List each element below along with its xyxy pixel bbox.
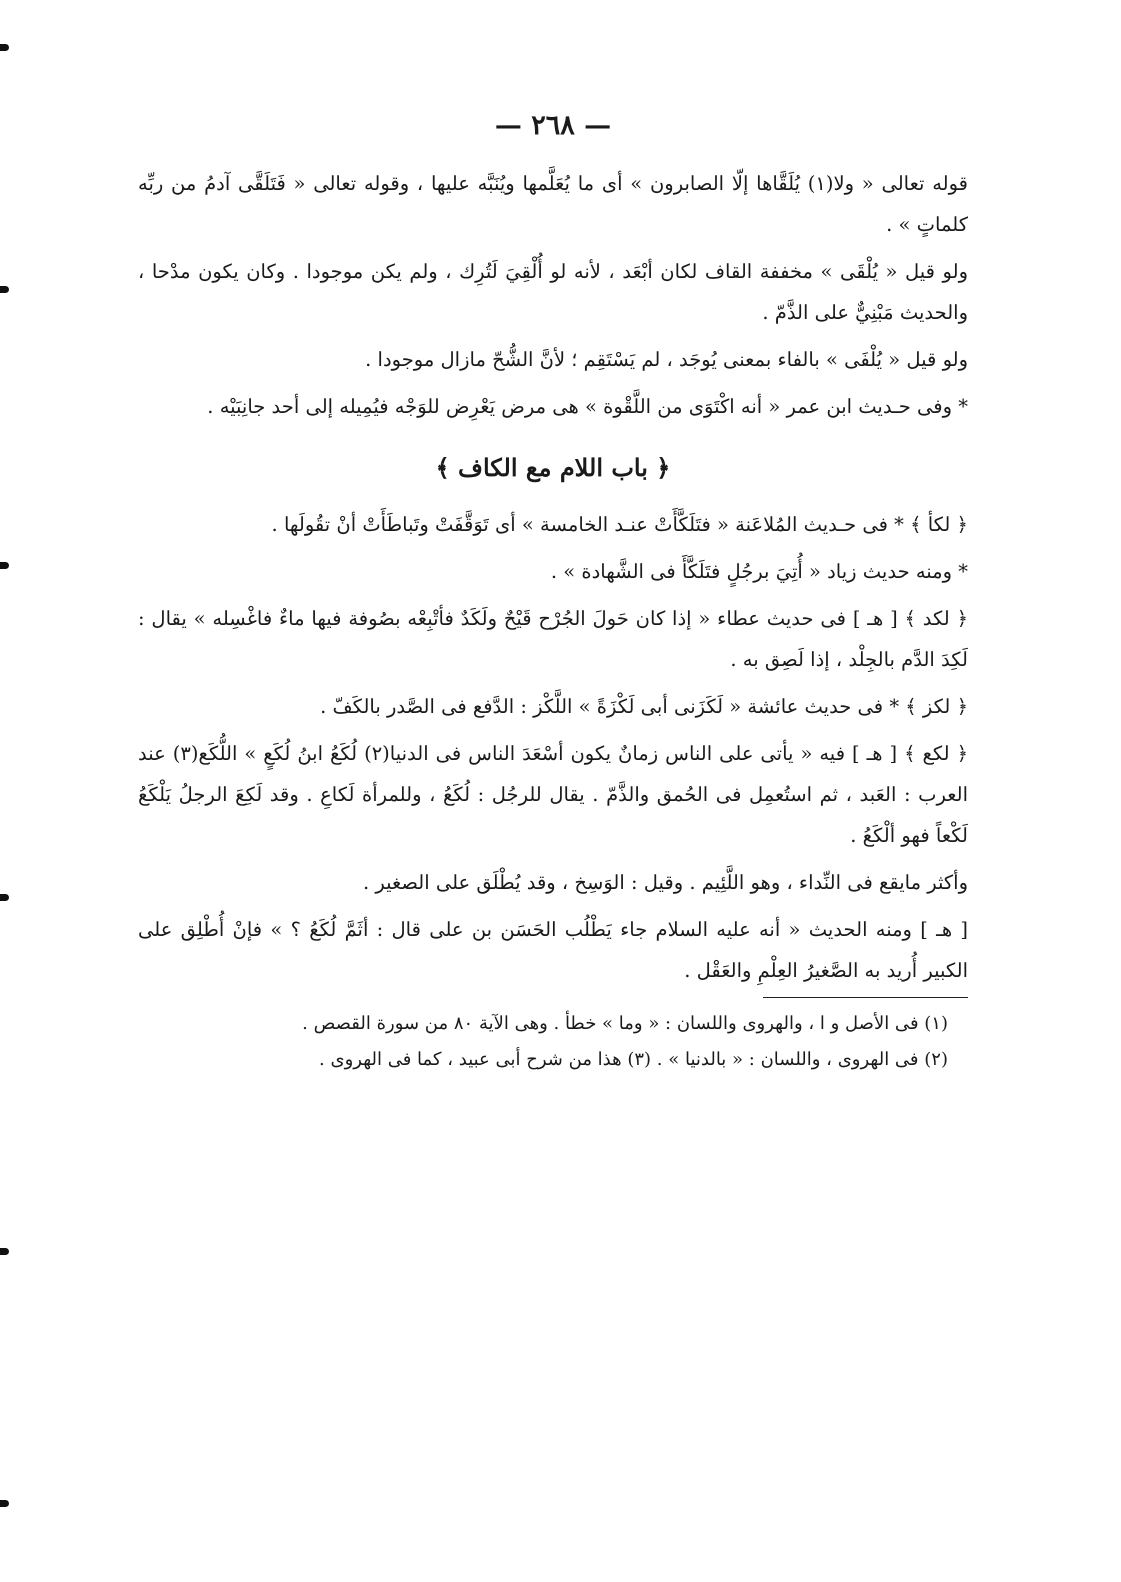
section-title: ﴿ باب اللام مع الكاف ﴾ xyxy=(435,453,671,482)
dictionary-entry: ﴿ لكز ﴾ * فى حديث عائشة « لَكَزَنى أبى لَكْزَةً » اللَّكْز : الدَّفع فى الصَّدر بالكَفّ . xyxy=(320,695,968,718)
page-number: — ٢٦٨ — xyxy=(494,110,612,141)
paragraph: ولو قيل « يُلْفَى » بالفاء بمعنى يُوجَد ، لم يَسْتَقِم ؛ لأنَّ الشُّحّ مازال موجودا . xyxy=(365,348,968,371)
paragraph: ولو قيل « يُلْقَى » مخففة القاف لكان أبْعَد ، لأنه لو أُلْقِيَ لَتُرِك ، ولم يكن موجودا . وكان يكون مدْحا ، والحديث مَبْنِيٌّ على الذَّمّ . xyxy=(138,260,968,324)
document-page xyxy=(138,110,968,1078)
footnote-separator-wrap xyxy=(138,997,968,998)
footnote-separator xyxy=(763,997,968,998)
footnote: (١) فى الأصل و ا ، والهروى واللسان : « وما » خطأ . وهى الآية ٨٠ من سورة القصص . xyxy=(302,1013,948,1034)
dictionary-entry: * ومنه حديث زياد « أُتِيَ برجُلٍ فتَلَكَّأَ فى الشَّهادة » . xyxy=(550,560,968,583)
scan-edge-mark xyxy=(0,562,9,569)
dictionary-entry: وأكثر مايقع فى النِّداء ، وهو اللَّئِيم . وقيل : الوَسِخ ، وقد يُطْلَق على الصغير . xyxy=(362,871,968,894)
dictionary-entry: ﴿ لكأ ﴾ * فى حـديث المُلاعَنة « فتَلَكَّأَتْ عنـد الخامسة » أى تَوَقَّفَتْ وتَباطَأَتْ أنْ تقُولَها . xyxy=(271,513,968,536)
scan-edge-mark xyxy=(0,1500,9,1507)
scan-edge-mark xyxy=(0,286,9,293)
scan-edge-mark xyxy=(0,1248,9,1255)
footnote: (٢) فى الهروى ، واللسان : « بالدنيا » . (٣) هذا من شرح أبى عبيد ، كما فى الهروى . xyxy=(319,1049,948,1070)
dictionary-entry: ﴿ لكد ﴾ [ هـ ] فى حديث عطاء « إذا كان حَولَ الجُرْح قَيْحٌ ولَكَدٌ فأتْبِعْه بصُوفة فيها ماءٌ فاغْسِله » يقال : لَكِدَ الدَّم بالجِلْد ، إذا لَصِق به . xyxy=(138,607,968,671)
paragraph: * وفى حـديث ابن عمر « أنه اكْتَوَى من اللَّقْوة » هى مرض يَعْرِض للوَجْه فيُمِيله إلى أحد جانِبَيْه . xyxy=(207,395,968,418)
scan-edge-mark xyxy=(0,44,9,51)
dictionary-entry: [ هـ ] ومنه الحديث « أنه عليه السلام جاء يَطْلُب الحَسَن بن على قال : أثَمَّ لُكَعُ ؟ » فإنْ أُطْلِق على الكبير أُريد به الصَّغيرُ العِلْمِ والعَقْل . xyxy=(138,918,968,982)
paragraph: قوله تعالى « ولا(١) يُلَقَّاها إلّا الصابرون » أى ما يُعَلَّمها ويُنَبَّه عليها ، وقوله تعالى « فَتَلَقَّى آدمُ من ربِّه كلماتٍ » . xyxy=(138,172,968,236)
dictionary-entry: ﴿ لكع ﴾ [ هـ ] فيه « يأتى على الناس زمانٌ يكون أسْعَدَ الناس فى الدنيا(٢) لُكَعُ ابنُ لُكَعٍ » اللُّكَع(٣) عند العرب : العَبد ، ثم استُعمِل فى الحُمق والذَّمّ . يقال للرجُل : لُكَعُ ، وللمرأة لَكاعِ . وقد لَكِعَ الرجلُ يَلْكَعُ لَكْعاً فهو ألْكَعُ . xyxy=(138,742,969,847)
scan-edge-mark xyxy=(0,894,9,901)
